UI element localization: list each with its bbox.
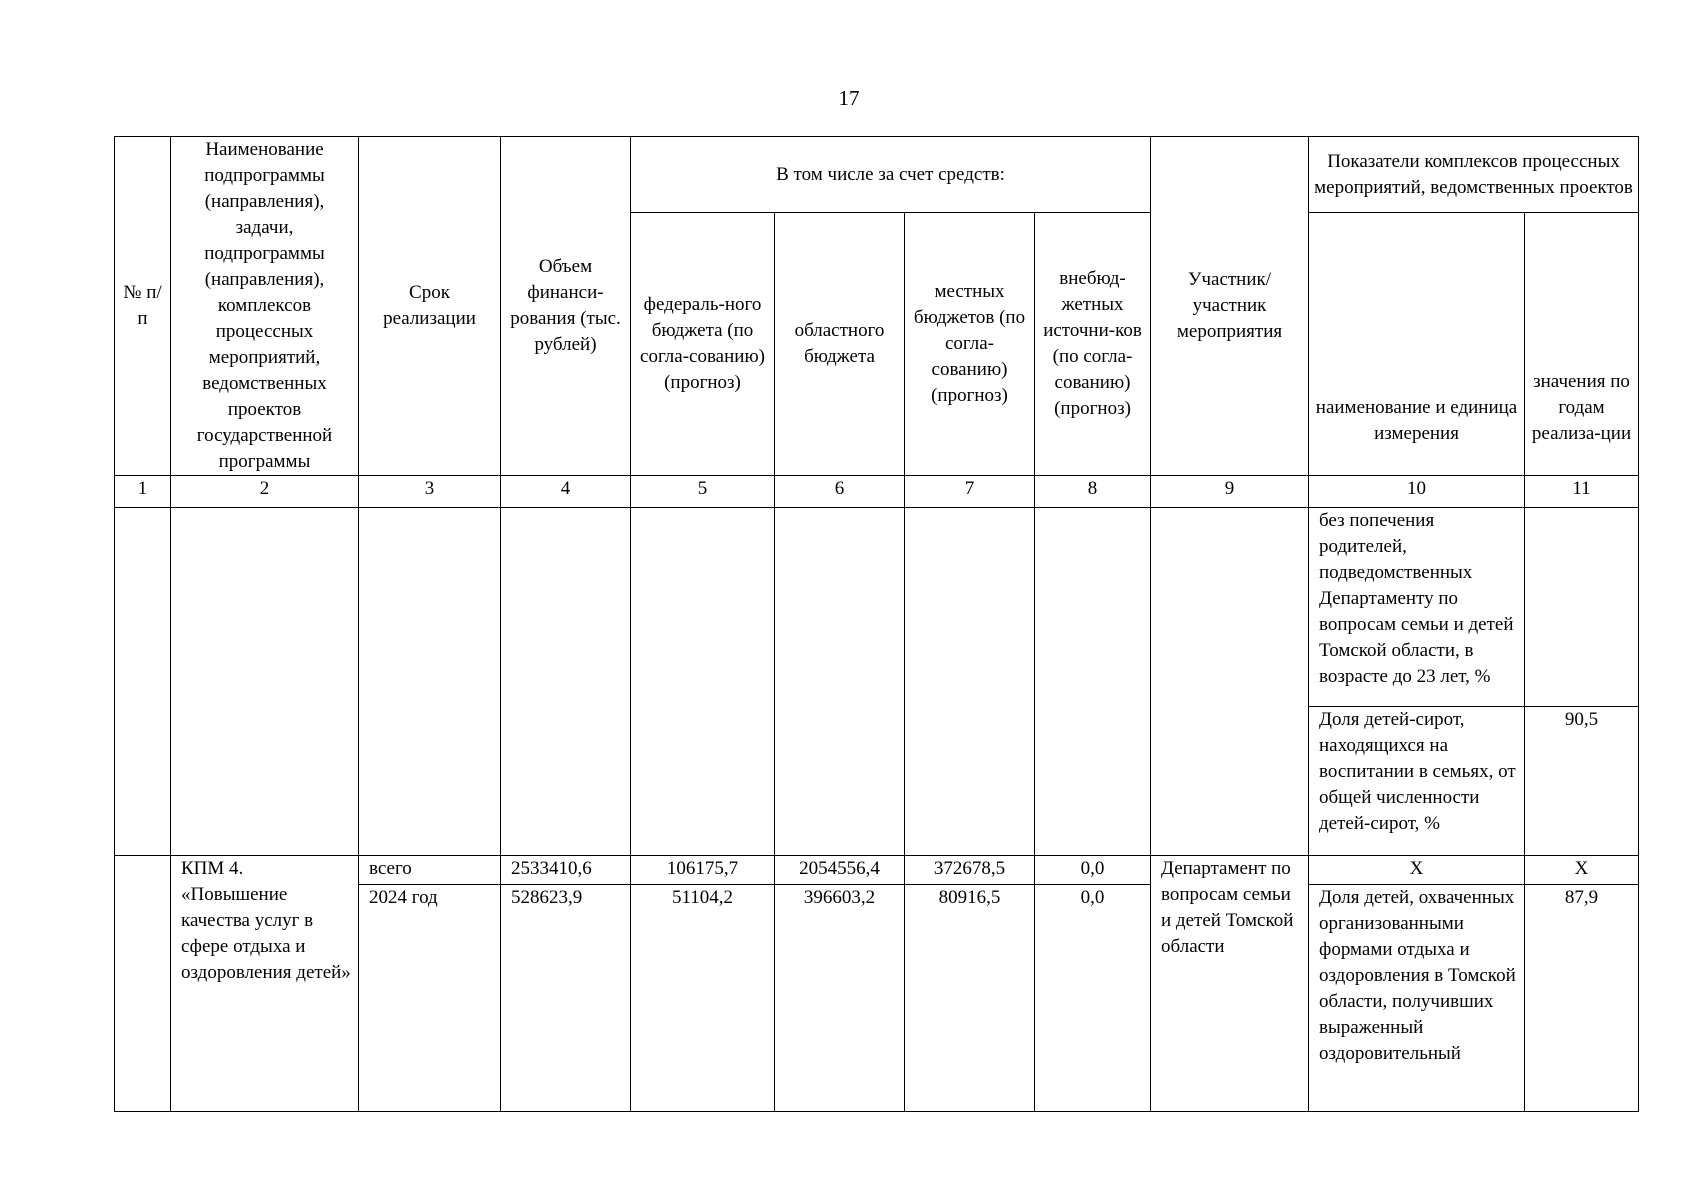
column-number: 4	[501, 476, 631, 508]
header-funds-group: В том числе за счет средств:	[631, 137, 1151, 213]
kpm4-total-period: всего	[359, 856, 501, 885]
kpm4-2024-volume: 528623,9	[501, 885, 631, 1112]
header-participant: Участник/ участник мероприятия	[1151, 137, 1309, 476]
column-number: 1	[115, 476, 171, 508]
kpm4-total-local: 372678,5	[905, 856, 1035, 885]
column-number: 11	[1525, 476, 1639, 508]
header-indicator-name: наименование и единица измерения	[1309, 213, 1525, 476]
empty-cell	[115, 856, 171, 1112]
header-period: Срок реализации	[359, 137, 501, 476]
header-extrabudget: внебюд-жетных источни-ков (по согла-сованию) (прогноз)	[1035, 213, 1151, 476]
kpm4-total-volume: 2533410,6	[501, 856, 631, 885]
header-volume: Объем финанси-рования (тыс. рублей)	[501, 137, 631, 476]
kpm4-participant: Департамент по вопросам семьи и детей Томской области	[1151, 856, 1309, 1112]
empty-cell	[171, 508, 359, 856]
kpm4-2024-indicator-value: 87,9	[1525, 885, 1639, 1112]
column-number: 8	[1035, 476, 1151, 508]
column-number: 3	[359, 476, 501, 508]
program-table	[114, 136, 1639, 1112]
indicator-continuation: без попечения родителей, подведомственных Департаменту по вопросам семьи и детей Томской области, в возрасте до 23 лет, %	[1309, 508, 1525, 707]
kpm4-total-federal: 106175,7	[631, 856, 775, 885]
empty-cell	[905, 508, 1035, 856]
empty-cell	[1151, 508, 1309, 856]
indicator-orphans-name: Доля детей-сирот, находящихся на воспитании в семьях, от общей численности детей-сирот, %	[1309, 707, 1525, 856]
table-row	[115, 508, 1639, 707]
kpm4-2024-local: 80916,5	[905, 885, 1035, 1112]
header-indicator-values: значения по годам реализа-ции	[1525, 213, 1639, 476]
empty-cell	[1035, 508, 1151, 856]
header-number: № п/п	[115, 137, 171, 476]
header-local: местных бюджетов (по согла-сованию) (прогноз)	[905, 213, 1035, 476]
header-name: Наименование подпрограммы (направления), задачи, подпрограммы (направления), комплексов процессных мероприятий, ведомственных проектов государственной программы	[171, 137, 359, 476]
header-indicators-group: Показатели комплексов процессных мероприятий, ведомственных проектов	[1309, 137, 1639, 213]
empty-cell	[359, 508, 501, 856]
column-number: 6	[775, 476, 905, 508]
column-numbers-row	[115, 476, 1639, 508]
empty-cell	[115, 508, 171, 856]
kpm4-total-regional: 2054556,4	[775, 856, 905, 885]
empty-cell	[631, 508, 775, 856]
header-federal: федераль-ного бюджета (по согла-сованию) (прогноз)	[631, 213, 775, 476]
kpm4-2024-extra: 0,0	[1035, 885, 1151, 1112]
page-number: 17	[838, 86, 860, 110]
kpm4-total-indicator-value: Х	[1525, 856, 1639, 885]
column-number: 9	[1151, 476, 1309, 508]
column-number: 5	[631, 476, 775, 508]
column-number: 10	[1309, 476, 1525, 508]
empty-cell	[775, 508, 905, 856]
column-number: 7	[905, 476, 1035, 508]
table-row	[115, 856, 1639, 885]
kpm4-2024-period: 2024 год	[359, 885, 501, 1112]
kpm4-2024-federal: 51104,2	[631, 885, 775, 1112]
indicator-orphans-value: 90,5	[1525, 707, 1639, 856]
header-row-1	[115, 137, 1639, 213]
header-regional: областного бюджета	[775, 213, 905, 476]
empty-cell	[1525, 508, 1639, 707]
kpm4-total-extra: 0,0	[1035, 856, 1151, 885]
kpm4-2024-regional: 396603,2	[775, 885, 905, 1112]
kpm4-name: КПМ 4. «Повышение качества услуг в сфере отдыха и оздоровления детей»	[171, 856, 359, 1112]
kpm4-2024-indicator: Доля детей, охваченных организованными формами отдыха и оздоровления в Томской области, получивших выраженный оздоровительный	[1309, 885, 1525, 1112]
empty-cell	[501, 508, 631, 856]
kpm4-total-indicator: Х	[1309, 856, 1525, 885]
column-number: 2	[171, 476, 359, 508]
